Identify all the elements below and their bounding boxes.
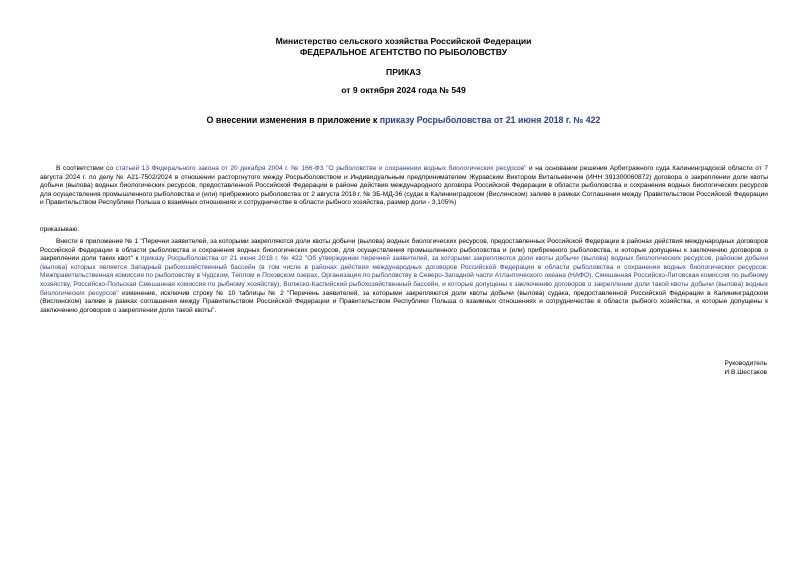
paragraph-change xyxy=(40,238,768,315)
paragraph-basis xyxy=(40,165,768,208)
title-prefix: О внесении изменения в приложение к xyxy=(206,115,380,125)
title-link[interactable]: приказу Росрыболовства от 21 июня 2018 г. № 422 xyxy=(379,115,601,125)
signer-name: И.В.Шестаков xyxy=(724,368,767,376)
p3-text-1: Внести в приложение № 1 "Перечни заявителей, за которыми закрепляются доли квоты добычи (вылова) водных биологических ресурсов, предоставленных Российской Федерации в районах действия международных договоров Российской Федерации в области рыболовства и сохранения водных биологических ресурсов, для осуществления промышленного рыболовства и (или) прибрежного рыболовства, и которые допущены к заключению договоров о закреплении доли таких квот" к xyxy=(40,238,768,263)
ministry-name: Министерство сельского хозяйства Российской Федерации xyxy=(275,36,532,46)
paragraph-order: приказываю: xyxy=(40,226,80,233)
p1-law-link[interactable]: статьей 13 Федерального закона от 20 декабря 2004 г. № 166-ФЗ "О рыболовстве и сохранении водных биологических ресурсов" xyxy=(115,165,527,172)
p3-order-link[interactable]: приказу Росрыболовства от 21 июня 2018 г. № 422 xyxy=(140,255,303,263)
p3-text-2: изменение, исключив строку № 10 таблицы № 2 "Перечень заявителей, за которыми закрепляются доли квоты добычи (вылова) судака, предоставленной Российской Федерации в Калининградском (Вислинском) заливе в рамках соглашения между Правительством Российской Федерации и Правительством Республики Польша о взаимных отношениях и сотрудничестве в области рыбного хозяйства, и которые допущены к заключению договоров о закреплении доли такой квоты". xyxy=(40,289,768,314)
document-type: ПРИКАЗ xyxy=(386,67,421,77)
document-header xyxy=(0,36,807,58)
document-title xyxy=(0,115,807,125)
p1-text-2: и на основании решения Арбитражного суда Калининградской области от 7 августа 2024 г. по делу № А21-7502/2024 в отношении расторгнутого между Росрыболовством и Индивидуальным предпринимателем Журавским Виктором Витальевичем (ИНН 391300060872) договора о закреплении доли квоты добычи (вылова) водных биологических ресурсов, предоставленной Российской Федерации в районе действия международного договора Российской Федерации в области рыболовства и сохранения водных биологических ресурсов для осуществления промышленного рыболовства и (или) прибрежного рыболовства от 2 августа 2018 г. № ЗБ-МД-36 (судак в Калининградском (Вислинском) заливе в рамках Соглашения между Правительством Российской Федерации и Правительством Республики Польша о взаимных отношениях и сотрудничестве в области рыбного хозяйства, размер доли - 3,105%) xyxy=(40,165,768,207)
p1-text-1: В соответствии со xyxy=(56,165,116,172)
signer-role: Руководитель xyxy=(724,360,767,367)
signature-block xyxy=(724,360,767,377)
document-date: от 9 октября 2024 года № 549 xyxy=(341,85,466,95)
p3-order-title-link[interactable]: "Об утверждении перечней заявителей, за которыми закрепляются доли квоты добычи (вылова) водных биологических ресурсов, районом добычи (вылова) которых является Западный рыбохозяйственный бассейн (в том числе в районах действия международных договоров Российской Федерации в области рыболовства и сохранения водных биологических ресурсов: Межправительственная комиссия по рыболовству в Чудском, Теплом и Псковском озерах, Организация по рыболовству в Северо-Западной части Атлантического океана (НАФО), Смешанная Российско-Литовская комиссия по рыбному хозяйству, Российско-Польская Смешанная комиссия по рыбному хозяйству), Волжско-Каспийский рыбохозяйственный бассейн, и которые допущены к заключению договоров о закреплении доли такой квоты добычи (вылова) водных биологических ресурсов" xyxy=(40,255,769,297)
agency-name: ФЕДЕРАЛЬНОЕ АГЕНТСТВО ПО РЫБОЛОВСТВУ xyxy=(299,47,508,57)
